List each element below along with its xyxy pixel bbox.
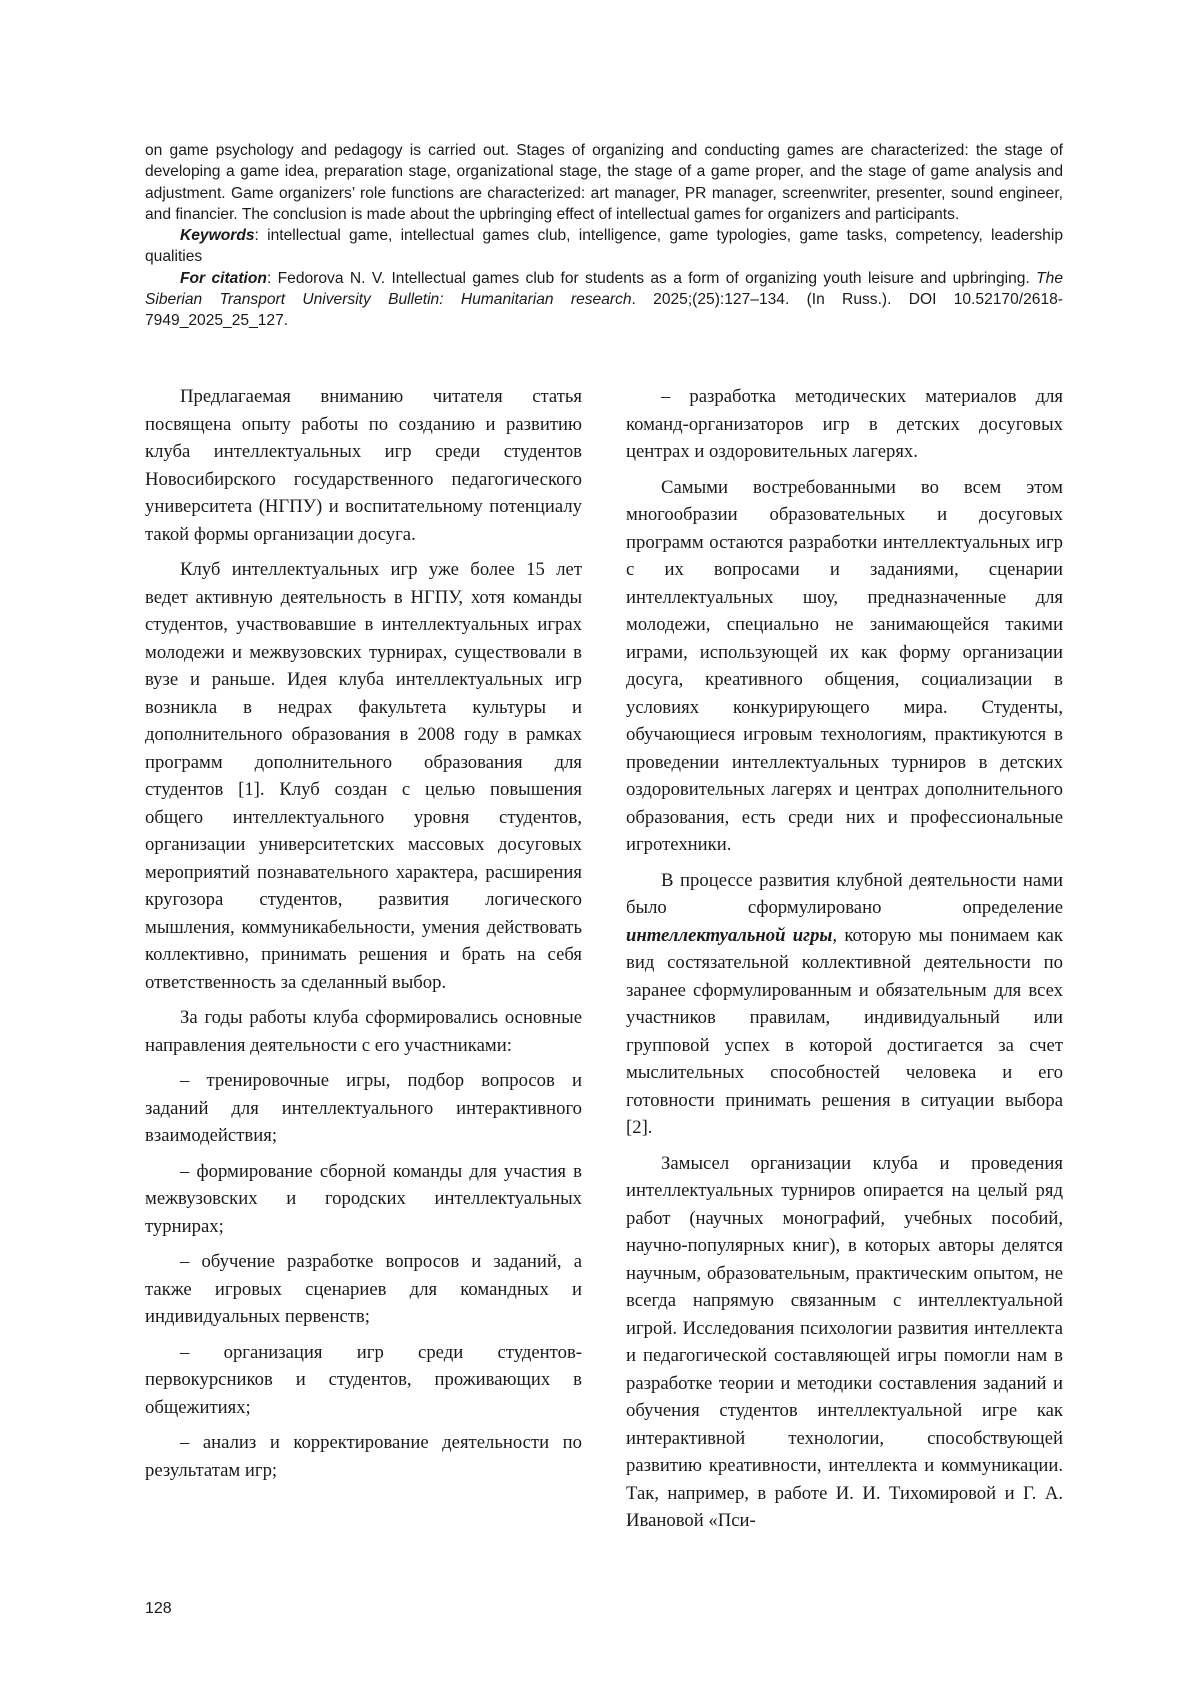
list-item: – тренировочные игры, подбор вопросов и заданий для интеллектуального интерактивного взаимодействия; <box>145 1070 582 1146</box>
paragraph: Предлагаемая вниманию читателя статья посвящена опыту работы по созданию и развитию клуба интеллектуальных игр среди студентов Новосибирского государственного педагогического университета (НГПУ) и воспитательному потенциалу такой формы организации досуга. <box>145 386 582 545</box>
citation-text: : Fedorova N. V. Intellectual games club for students as a form of organizing youth leisure and upbringing. <box>266 269 1037 287</box>
paragraph: Самыми востребованными во всем этом многообразии образовательных и досуговых программ остаются разработки интеллектуальных игр с их вопросами и заданиями, сценарии интеллектуальных шоу, предназначенные для молодежи, специально не занимающейся такими играми, использующей их как форму организации досуга, креативного общения, социализации в условиях конкурирующего мира. Студенты, обучающиеся игровым технологиям, практикуются в проведении интеллектуальных турниров в детских оздоровительных лагерях и центрах дополнительного образования, есть среди них и профессиональные игротехники. <box>626 476 1063 855</box>
definition-end: , которую мы понимаем как вид состязательной коллективной деятельности по заранее сформулированным и обязательным для всех участников правилам, индивидуальный или групповой успех в которой достигается за счет мыслительных способностей человека и его готовности принимать решения в ситуации выбора [2]. <box>626 924 1064 1138</box>
keywords-line <box>145 225 1063 268</box>
keywords-label: Keywords <box>180 227 255 245</box>
list-item: – организация игр среди студентов-первокурсников и студентов, проживающих в общежитиях; <box>145 1341 582 1418</box>
definition-paragraph <box>626 867 1063 1142</box>
keywords-text: : intellectual game, intellectual games club, intelligence, game typologies, game tasks, competency, leadership qualities <box>145 227 1063 266</box>
english-abstract <box>145 140 1063 332</box>
list-item: – обучение разработке вопросов и заданий, а также игровых сценариев для командных и индивидуальных первенств; <box>145 1251 582 1327</box>
abstract-text: on game psychology and pedagogy is carried out. Stages of organizing and conducting games are characterized: the stage of developing a game idea, preparation stage, organizational stage, the stage of a game proper, and the stage of game analysis and adjustment. Game organizers’ role functions are characterized: art manager, PR manager, screenwriter, presenter, sound engineer, and financier. The conclusion is made about the upbringing effect of intellectual games for organizers and participants. <box>145 142 1063 223</box>
paragraph: Клуб интеллектуальных игр уже более 15 лет ведет активную деятельность в НГПУ, хотя команды студентов, участвовавшие в интеллектуальных играх молодежи и межвузовских турнирах, существовали в вузе и раньше. Идея клуба интеллектуальных игр возникла в недрах факультета культуры и дополнительного образования в 2008 году в рамках программ дополнительного образования для студентов [1]. Клуб создан с целью повышения общего интеллектуального уровня студентов, организации университетских массовых досуговых мероприятий познавательного характера, расширения кругозора студентов, развития логического мышления, коммуникабельности, умения действовать коллективно, принимать решения и брать на себя ответственность за сделанный выбор. <box>145 559 582 993</box>
citation-journal: The Siberian Transport University Bulletin: Humanitarian research <box>145 269 1064 309</box>
citation-end: . 2025;(25):127–134. (In Russ.). DOI 10.52170/2618-7949_2025_25_127. <box>145 291 1063 330</box>
list-item: – разработка методических материалов для команд-организаторов игр в детских досуговых центрах и оздоровительных лагерях. <box>626 386 1063 462</box>
page-number: 128 <box>145 1600 172 1617</box>
definition-start: В процессе развития клубной деятельности нами было сформулировано определение <box>626 869 1063 918</box>
list-item: – формирование сборной команды для участия в межвузовских и городских интеллектуальных турнирах; <box>145 1160 582 1237</box>
list-item: – анализ и корректирование деятельности по результатам игр; <box>145 1432 582 1481</box>
citation-label: For citation <box>180 269 267 287</box>
left-column <box>145 383 582 1492</box>
paragraph: За годы работы клуба сформировались основные направления деятельности с его участниками: <box>145 1007 582 1056</box>
right-column <box>626 383 1063 1543</box>
defined-term: интеллектуальной игры <box>626 924 833 946</box>
paragraph: Замысел организации клуба и проведения интеллектуальных турниров опирается на целый ряд работ (научных монографий, учебных пособий, научно-популярных книг), в которых авторы делятся научным, образовательным, практическим опытом, не всегда напрямую связанным с интеллектуальной игрой. Исследования психологии развития интеллекта и педагогической составляющей игры помогли нам в разработке теории и методики составления заданий и обучения студентов интеллектуальной игре как интерактивной технологии, способствующей развитию креативности, интеллекта и коммуникации. Так, например, в работе И. И. Тихомировой и Г. А. Ивановой «Пси- <box>626 1152 1063 1531</box>
citation-line <box>145 268 1063 332</box>
